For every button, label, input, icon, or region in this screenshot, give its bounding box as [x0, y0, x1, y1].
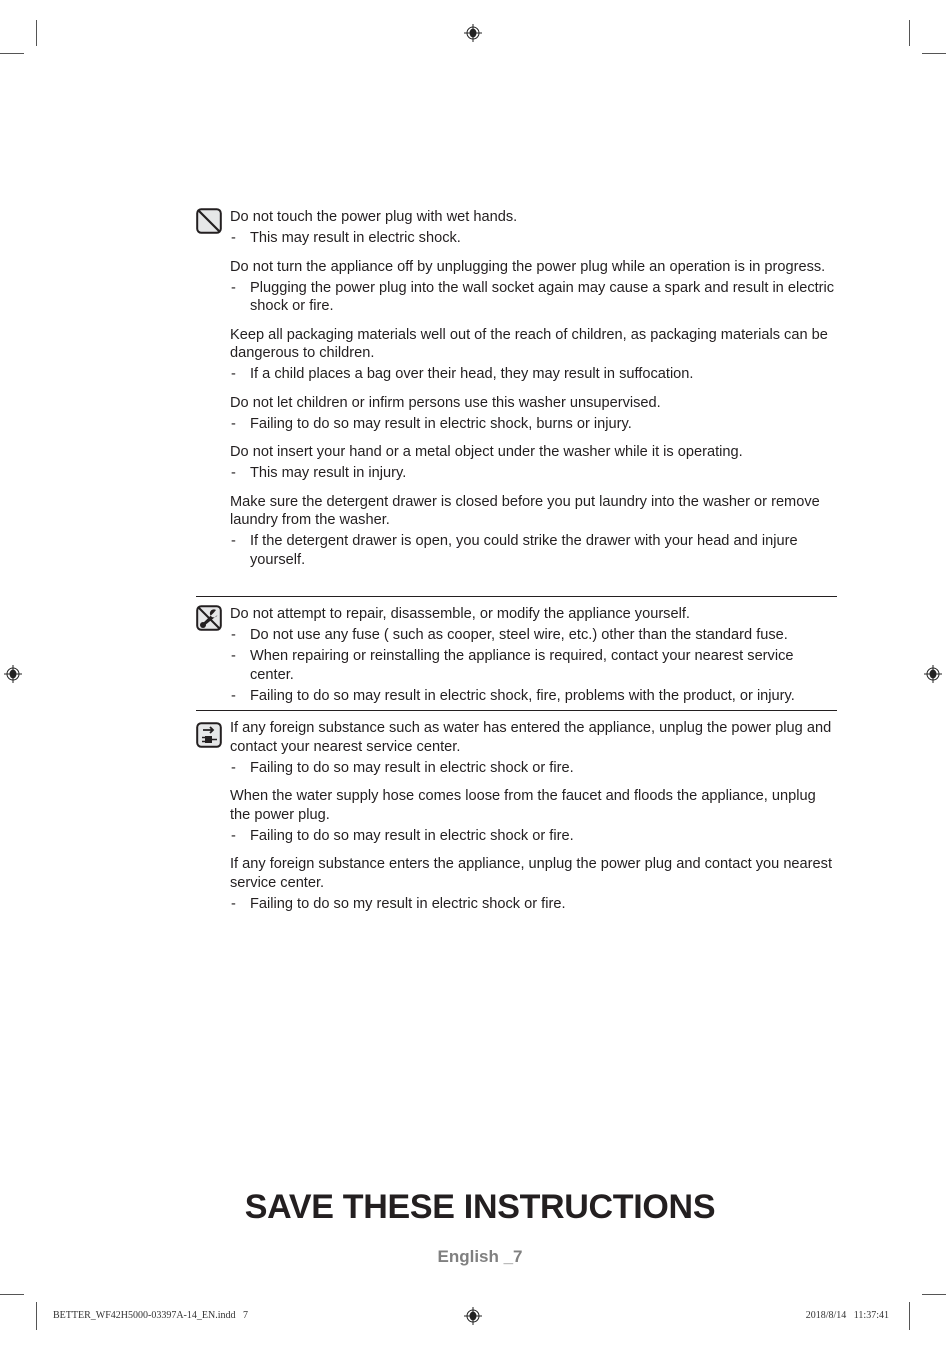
- consequence-text: Failing to do so may result in electric shock or fire.: [250, 827, 574, 844]
- dash-bullet: -: [231, 465, 236, 481]
- dash-bullet: -: [231, 415, 236, 432]
- save-instructions-heading: SAVE THESE INSTRUCTIONS: [244, 1188, 716, 1226]
- crop-mark: [0, 1294, 24, 1295]
- crop-mark: [0, 53, 24, 54]
- warning-section-prohibited: [196, 208, 836, 579]
- consequence-item: [230, 415, 836, 434]
- dash-bullet: -: [231, 533, 236, 549]
- consequence-text: Plugging the power plug into the wall socket again may cause a spark and result in electric shock or fire.: [250, 279, 835, 314]
- warning-text: Do not touch the power plug with wet hands.: [230, 209, 518, 225]
- crop-mark: [36, 20, 37, 46]
- consequence-item: [230, 827, 836, 846]
- warning-paragraph: [230, 493, 836, 570]
- consequence-item: [230, 229, 836, 248]
- registration-mark-icon: [4, 665, 22, 683]
- warning-paragraph: [230, 443, 836, 483]
- warning-text: Do not insert your hand or a metal object under the washer while it is operating.: [230, 444, 743, 460]
- crop-mark: [922, 53, 946, 54]
- divider: [196, 710, 837, 711]
- warning-paragraph: [230, 787, 836, 845]
- warning-paragraph: [230, 719, 836, 777]
- consequence-text: Failing to do so may result in electric shock or fire.: [250, 759, 574, 776]
- consequence-item: [230, 365, 836, 384]
- warning-text: Keep all packaging materials well out of the reach of children, as packaging materials can be dangerous to children.: [230, 326, 828, 361]
- crop-mark: [909, 1302, 910, 1330]
- consequence-item: [230, 532, 836, 569]
- consequence-text: If a child places a bag over their head, they may result in suffocation.: [250, 366, 694, 382]
- warning-text: If any foreign substance enters the appliance, unplug the power plug and contact you nearest service center.: [230, 856, 832, 891]
- section-body: [230, 605, 836, 705]
- dash-bullet: -: [231, 687, 236, 704]
- consequence-text: When repairing or reinstalling the appliance is required, contact your nearest service center.: [250, 648, 794, 683]
- consequence-item: [230, 464, 836, 483]
- unplug-icon: [196, 722, 222, 748]
- warning-paragraph: [230, 394, 836, 434]
- consequence-text: Failing to do so may result in electric shock, burns or injury.: [250, 415, 632, 432]
- consequence-text: This may result in electric shock.: [250, 230, 461, 246]
- dash-bullet: -: [231, 366, 236, 382]
- dash-bullet: -: [231, 648, 236, 664]
- warning-text: Do not attempt to repair, disassemble, or modify the appliance yourself.: [230, 606, 690, 622]
- dash-bullet: -: [231, 627, 236, 643]
- dash-bullet: -: [231, 759, 236, 776]
- warning-text: When the water supply hose comes loose from the faucet and floods the appliance, unplug the power plug.: [230, 788, 816, 823]
- consequence-item: [230, 626, 836, 645]
- no-disassembly-icon: [196, 605, 222, 631]
- dash-bullet: -: [231, 279, 236, 296]
- warning-section-no-disassembly: [196, 605, 836, 715]
- consequence-item: [230, 279, 836, 316]
- registration-mark-icon: [464, 1307, 482, 1325]
- consequence-item: [230, 647, 836, 684]
- page-number: English _7: [437, 1247, 523, 1266]
- consequence-text: Failing to do so may result in electric shock, fire, problems with the product, or injury.: [250, 687, 795, 704]
- warning-paragraph: [230, 326, 836, 384]
- warning-text: Make sure the detergent drawer is closed before you put laundry into the washer or remove laundry from the washer.: [230, 493, 820, 528]
- consequence-item: [230, 895, 836, 914]
- warning-paragraph: [230, 855, 836, 913]
- registration-mark-icon: [924, 665, 942, 683]
- warning-text: If any foreign substance such as water has entered the appliance, unplug the power plug and contact your nearest service center.: [230, 720, 832, 755]
- dash-bullet: -: [231, 230, 236, 246]
- warning-paragraph: [230, 258, 836, 316]
- consequence-text: This may result in injury.: [250, 465, 407, 481]
- section-body: [230, 208, 836, 569]
- warning-section-unplug: [196, 719, 836, 923]
- warning-paragraph: [230, 605, 836, 705]
- section-body: [230, 719, 836, 913]
- consequence-text: If the detergent drawer is open, you could strike the drawer with your head and injure yourself.: [250, 533, 798, 568]
- dash-bullet: -: [231, 827, 236, 844]
- dash-bullet: -: [231, 895, 236, 912]
- warning-text: Do not let children or infirm persons use this washer unsupervised.: [230, 394, 661, 411]
- warning-paragraph: [230, 208, 836, 248]
- consequence-item: [230, 759, 836, 778]
- crop-mark: [922, 1294, 946, 1295]
- consequence-item: [230, 687, 836, 706]
- consequence-text: Do not use any fuse ( such as cooper, steel wire, etc.) other than the standard fuse.: [250, 627, 788, 643]
- crop-mark: [909, 20, 910, 46]
- registration-mark-icon: [464, 24, 482, 42]
- crop-mark: [36, 1302, 37, 1330]
- warning-text: Do not turn the appliance off by unplugging the power plug while an operation is in progress.: [230, 258, 826, 275]
- footer-timestamp: 2018/8/14 11:37:41: [805, 1310, 889, 1321]
- prohibited-icon: [196, 208, 222, 234]
- consequence-text: Failing to do so my result in electric shock or fire.: [250, 895, 566, 912]
- divider: [196, 596, 837, 597]
- footer-filename: BETTER_WF42H5000-03397A-14_EN.indd 7: [53, 1310, 248, 1321]
